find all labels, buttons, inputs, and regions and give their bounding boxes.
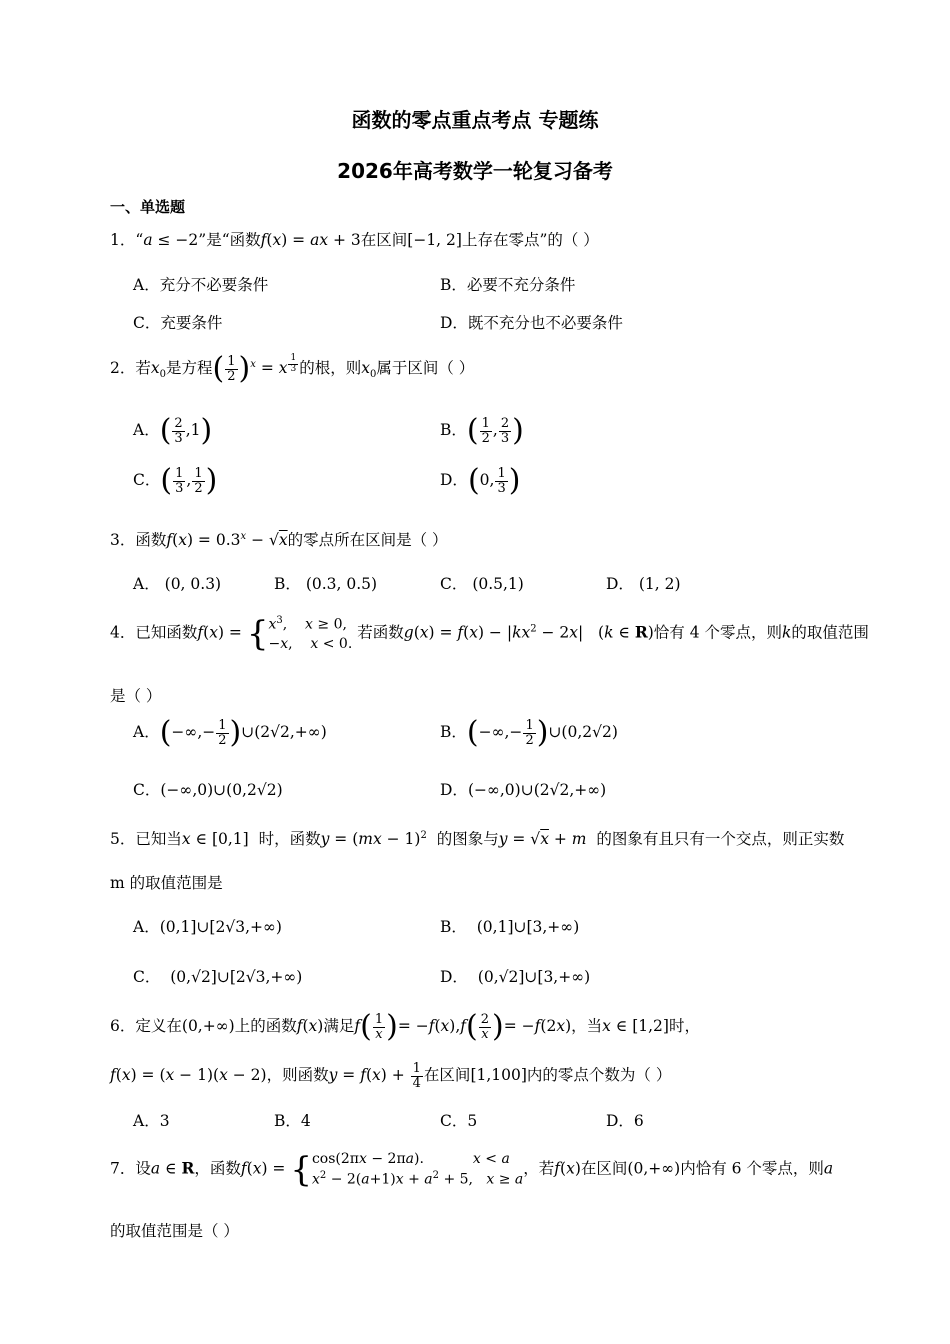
q1-option-b[interactable]: B．必要不充分条件 (440, 276, 576, 294)
question-6-line-2: f(x) = (x − 1)(x − 2)，则函数y = f(x) + $\frac{1}{4}$ 在区间[1,100]内的零点个数为（ ） (110, 1061, 672, 1091)
q3-option-b[interactable]: B． (0.3, 0.5) (274, 575, 378, 593)
q1-option-a[interactable]: A．充分不必要条件 (133, 276, 269, 294)
q2-option-a[interactable]: A．( $\frac{2}{3}$ ,1) (133, 413, 213, 448)
question-7: 7．设a ∈ R，函数f(x) = {cos(2πx − 2πa). x < a $x^2 - 2(a+1)x + a^2 + 5$, x ≥ a，若f(x)在区间(0,+∞)内恰有 6 个零点，则a (110, 1149, 834, 1190)
question-5-line-2: m 的取值范围是 (110, 874, 223, 892)
q1-option-d[interactable]: D．既不充分也不必要条件 (440, 314, 623, 332)
q5-option-a[interactable]: A．(0,1]∪[2√3,+∞) (133, 918, 282, 936)
question-4: 4．已知函数$f(x) = \{x^3$, x ≥ 0, −x, x < 0. 若函数$g(x) = f(x) - |kx^2 - 2x|$ (k ∈ R)恰有 4 个零点，则k的取值范围 (110, 613, 869, 654)
q3-option-c[interactable]: C． (0.5,1) (440, 575, 524, 593)
question-5: 5．已知当x ∈ [0,1] 时，函数y = (mx − 1)$^2$ 的图象与y = √x + m 的图象有且只有一个交点，则正实数 (110, 829, 845, 848)
question-7-line-2: 的取值范围是（ ） (110, 1222, 239, 1240)
title-sub: 2026年高考数学一轮复习备考 (337, 159, 613, 183)
q6-option-c[interactable]: C．5 (440, 1112, 478, 1130)
q2-option-c[interactable]: C．( $\frac{1}{3}$ , $\frac{1}{2}$ ) (133, 463, 218, 498)
section-heading: 一、单选题 (110, 198, 186, 216)
q5-option-b[interactable]: B． (0,1]∪[3,+∞) (440, 918, 580, 936)
q4-option-d[interactable]: D．(−∞,0)∪(2√2,+∞) (440, 781, 607, 799)
q4-option-b[interactable]: B．(−∞,− $\frac{1}{2}$ )∪(0,2√2) (440, 715, 618, 750)
q5-option-d[interactable]: D． (0,√2]∪[3,+∞) (440, 968, 591, 986)
q4-option-c[interactable]: C．(−∞,0)∪(0,2√2) (133, 781, 283, 799)
q6-option-a[interactable]: A．3 (133, 1112, 170, 1130)
q1-option-c[interactable]: C．充要条件 (133, 314, 223, 332)
q6-option-d[interactable]: D．6 (606, 1112, 644, 1130)
q6-option-b[interactable]: B．4 (274, 1112, 311, 1130)
question-1: 1．“a ≤ −2”是“函数f(x) = ax + 3在区间[−1, 2]上存在零点”的（ ） (110, 231, 599, 249)
question-4-line-2: 是（ ） (110, 687, 162, 705)
q3-option-a[interactable]: A． (0, 0.3) (133, 575, 222, 593)
q3-option-d[interactable]: D． (1, 2) (606, 575, 681, 593)
question-3: 3．函数$f(x) = 0.3^x - √x$的零点所在区间是（ ） (110, 530, 448, 549)
question-2: 2．若$x_0$是方程( $\frac{1}{2}$ )$^x$ = x $^{\frac{1}{3}}$ 的根，则$x_0$属于区间（ ） (110, 351, 475, 386)
q4-option-a[interactable]: A．(−∞,− $\frac{1}{2}$ )∪(2√2,+∞) (133, 715, 327, 750)
q2-option-d[interactable]: D．(0, $\frac{1}{3}$ ) (440, 463, 521, 498)
q2-option-b[interactable]: B．( $\frac{1}{2}$ , $\frac{2}{3}$ ) (440, 413, 524, 448)
q5-option-c[interactable]: C． (0,√2]∪[2√3,+∞) (133, 968, 303, 986)
title-main: 函数的零点重点考点 专题练 (351, 108, 599, 132)
question-6: 6．定义在(0,+∞)上的函数f(x)满足f( $\frac{1}{x}$ )= −f(x),f( $\frac{2}{x}$ )= −f(2x)，当x ∈ [1,2]时， (110, 1009, 700, 1044)
